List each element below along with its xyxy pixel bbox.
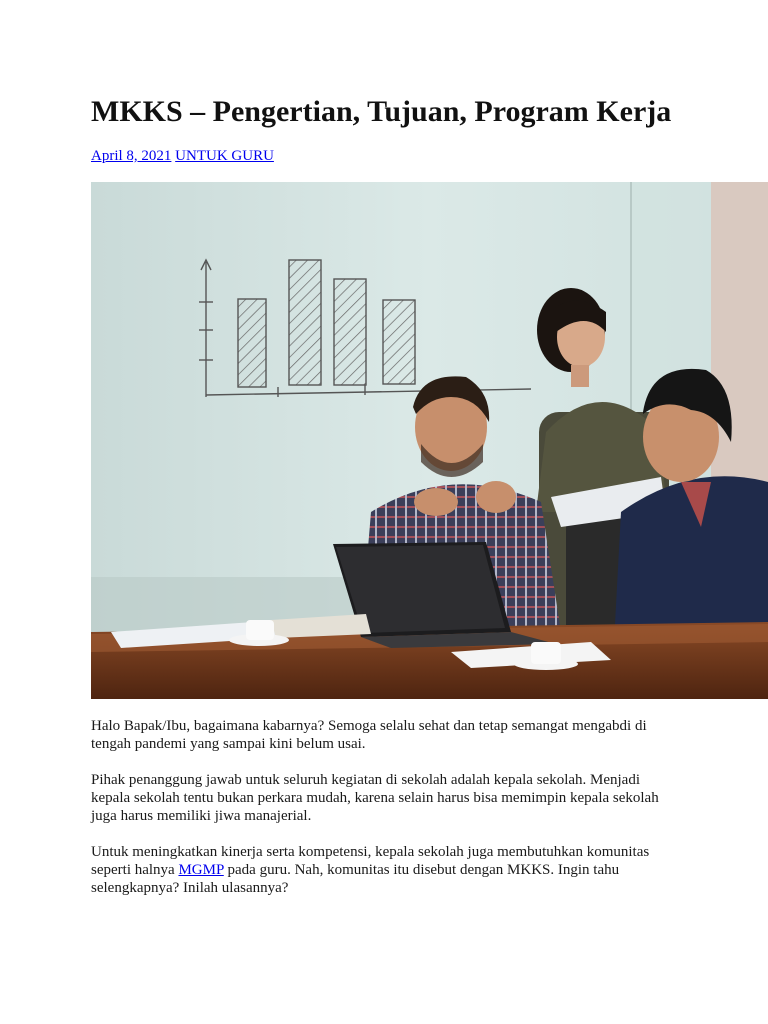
paragraph-community-text-1: Untuk meningkatkan kinerja serta kompetensi, kepala sekolah juga membutuhkan komunitas seperti halnya [91,844,650,878]
hero-image [91,182,768,699]
mgmp-link[interactable]: MGMP [178,862,224,878]
paragraph-intro: Halo Bapak/Ibu, bagaimana kabarnya? Semoga selalu sehat dan tetap semangat mengabdi di tengah pandemi yang sampai kini belum usai. [91,718,647,752]
paragraph-community [91,843,671,897]
article-body [91,717,671,915]
post-date-link[interactable]: April 8, 2021 [91,148,172,164]
paragraph-principal: Pihak penanggung jawab untuk seluruh kegiatan di sekolah adalah kepala sekolah. Menjadi kepala sekolah tentu bukan perkara mudah, karena selain harus bisa memimpin kepala sekolah juga harus memiliki jiwa manajerial. [91,772,659,824]
article-title: MKKS – Pengertian, Tujuan, Program Kerja [91,95,672,128]
article-meta [91,147,274,165]
category-link[interactable]: UNTUK GURU [175,148,274,164]
paragraph-community-text-2: pada guru. Nah, komunitas itu disebut dengan MKKS. Ingin tahu selengkapnya? Inilah ulasannya? [91,862,620,896]
